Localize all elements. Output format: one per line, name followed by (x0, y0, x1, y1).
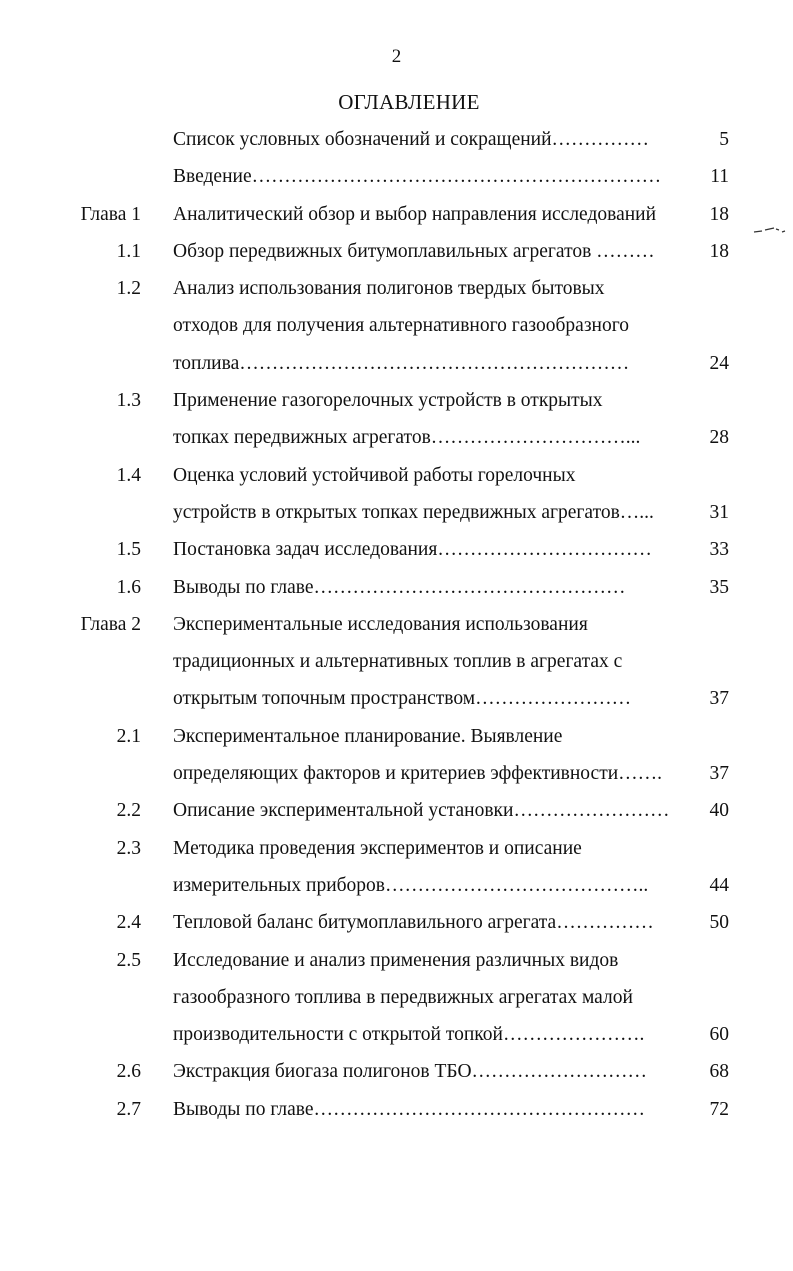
toc-entry-label: 1.1 (116, 240, 141, 262)
toc-line (0, 680, 793, 717)
scan-mark (752, 226, 786, 234)
toc-entry-text: Экспериментальное планирование. Выявление (173, 725, 563, 747)
toc-line (0, 494, 793, 531)
toc-line (0, 569, 793, 606)
toc-entry-text: устройств в открытых топках передвижных агрегатов…... (173, 501, 654, 523)
toc-line (0, 718, 793, 755)
toc-entry-label: 1.5 (116, 539, 141, 561)
toc-line (0, 979, 793, 1016)
toc-entry-text: топках передвижных агрегатов…………………………... (173, 427, 641, 449)
toc-entry (0, 1091, 793, 1128)
toc-entry (0, 1053, 793, 1090)
toc-line (0, 419, 793, 456)
toc-line (0, 904, 793, 941)
page-number: 2 (391, 46, 402, 67)
toc-entry (0, 158, 793, 195)
toc-entry-label: 2.7 (116, 1098, 141, 1120)
toc-entry-text: газообразного топлива в передвижных агрегатах малой (173, 986, 633, 1008)
toc-entry (0, 942, 793, 1054)
toc-line (0, 121, 793, 158)
toc-entry-text: Выводы по главе…………………………………………… (173, 1098, 645, 1120)
toc-entry-text: Тепловой баланс битумоплавильного агрегата…………… (173, 912, 654, 934)
toc-entry-page: 33 (709, 539, 729, 561)
toc-entry (0, 792, 793, 829)
toc-entry-text: Исследование и анализ применения различных видов (173, 949, 619, 971)
toc-entry-text: Экстракция биогаза полигонов ТБО……………………… (173, 1061, 648, 1083)
toc-entry-text: Экспериментальные исследования использования (173, 613, 588, 635)
toc-line (0, 457, 793, 494)
toc-line (0, 1091, 793, 1128)
toc-line (0, 942, 793, 979)
toc-entry-page: 44 (709, 874, 729, 896)
toc-entry-text: определяющих факторов и критериев эффективности……. (173, 763, 663, 785)
toc-line (0, 1016, 793, 1053)
toc-entry-text: измерительных приборов………………………………….. (173, 874, 649, 896)
toc-entry-page: 18 (709, 203, 729, 225)
toc-entry-text: Введение……………………………………………………… (173, 166, 662, 188)
toc-entry-text: традиционных и альтернативных топлив в агрегатах с (173, 651, 623, 673)
toc-entry (0, 904, 793, 941)
toc-line (0, 643, 793, 680)
toc-line (0, 270, 793, 307)
toc-entry-label: 1.4 (116, 464, 141, 486)
toc-entry-label: 2.3 (116, 837, 141, 859)
toc-entry (0, 382, 793, 457)
toc-entry-page: 50 (709, 912, 729, 934)
toc-entry-page: 24 (709, 352, 729, 374)
toc-entry (0, 569, 793, 606)
toc-entry-page: 37 (709, 763, 729, 785)
toc-line (0, 755, 793, 792)
toc-entry-text: открытым топочным пространством…………………… (173, 688, 632, 710)
toc-entry-page: 5 (719, 129, 729, 150)
toc-entry (0, 270, 793, 382)
toc-entry-label: 1.2 (116, 278, 141, 300)
toc-entry (0, 606, 793, 718)
toc-entry-text: Методика проведения экспериментов и описание (173, 837, 582, 859)
toc-entry-text: Выводы по главе………………………………………… (173, 576, 626, 598)
toc-line (0, 158, 793, 195)
table-of-contents (0, 121, 793, 1128)
toc-entry-label: 2.2 (116, 800, 141, 822)
toc-entry-label: 1.3 (116, 390, 141, 412)
toc-line (0, 606, 793, 643)
toc-entry-text: Оценка условий устойчивой работы горелочных (173, 464, 576, 486)
toc-entry (0, 233, 793, 270)
toc-entry-text: Применение газогорелочных устройств в открытых (173, 390, 603, 412)
toc-line (0, 307, 793, 344)
toc-entry-page: 35 (709, 576, 729, 598)
toc-line (0, 531, 793, 568)
toc-line (0, 233, 793, 270)
toc-entry (0, 830, 793, 905)
toc-entry (0, 531, 793, 568)
toc-line (0, 345, 793, 382)
toc-entry-label: 2.5 (116, 949, 141, 971)
toc-entry (0, 718, 793, 793)
toc-entry-text: топлива…………………………………………………… (173, 352, 630, 374)
toc-line (0, 1053, 793, 1090)
toc-title: ОГЛАВЛЕНИЕ (338, 90, 480, 114)
toc-line (0, 867, 793, 904)
toc-entry-text: Аналитический обзор и выбор направления исследований (173, 203, 657, 225)
toc-entry-label: 2.6 (116, 1061, 141, 1083)
toc-entry-label: 2.4 (116, 912, 141, 934)
toc-entry-page: 40 (709, 800, 729, 822)
toc-entry-label: Глава 1 (80, 203, 141, 225)
toc-entry-page: 31 (709, 501, 729, 523)
toc-entry-text: Описание экспериментальной установки…………………… (173, 800, 670, 822)
toc-entry-label: Глава 2 (80, 613, 141, 635)
toc-entry-text: Список условных обозначений и сокращений…………… (173, 129, 650, 150)
toc-line (0, 196, 793, 233)
toc-entry-page: 72 (709, 1098, 729, 1120)
toc-entry-text: Постановка задач исследования…………………………… (173, 539, 652, 561)
toc-line (0, 830, 793, 867)
toc-entry-page: 37 (709, 688, 729, 710)
toc-entry-page: 18 (709, 240, 729, 262)
toc-entry (0, 457, 793, 532)
toc-line (0, 792, 793, 829)
toc-entry-text: Обзор передвижных битумоплавильных агрегатов ……… (173, 240, 655, 262)
toc-entry-page: 68 (709, 1061, 729, 1083)
toc-entry-text: отходов для получения альтернативного газообразного (173, 315, 629, 337)
toc-entry-label: 2.1 (116, 725, 141, 747)
toc-line (0, 382, 793, 419)
toc-entry-page: 60 (709, 1024, 729, 1046)
toc-entry-text: Анализ использования полигонов твердых бытовых (173, 278, 605, 300)
toc-entry-page: 28 (709, 427, 729, 449)
toc-entry-page: 11 (710, 166, 729, 188)
toc-entry (0, 121, 793, 158)
toc-entry-text: производительности с открытой топкой…………………. (173, 1024, 645, 1046)
toc-entry-label: 1.6 (116, 576, 141, 598)
toc-entry (0, 196, 793, 233)
